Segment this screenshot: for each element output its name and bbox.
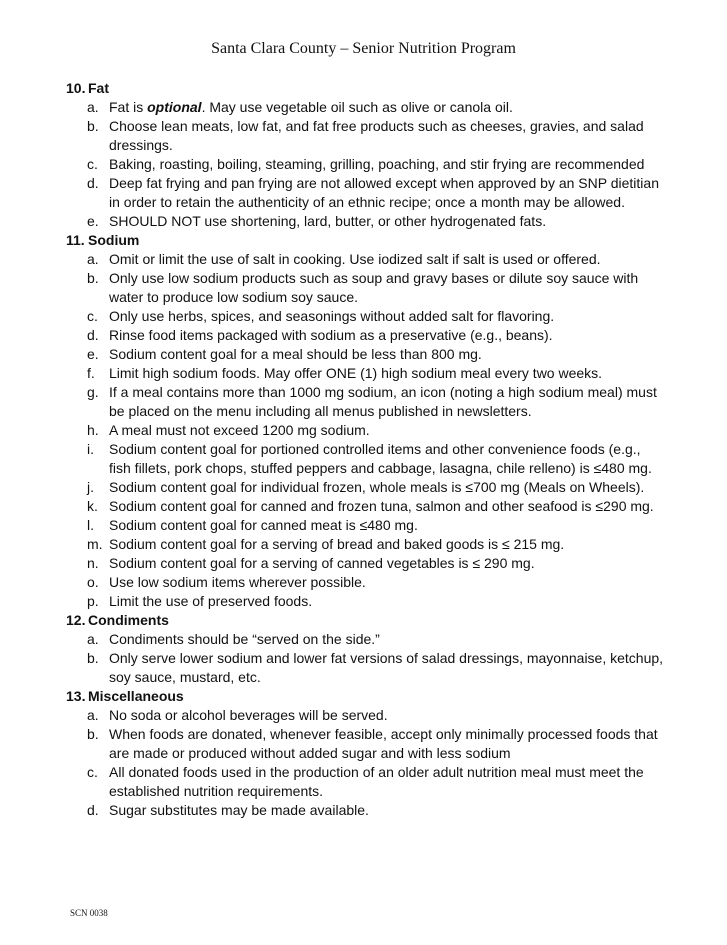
list-item — [66, 535, 666, 554]
item-text: Limit high sodium foods. May offer ONE (1) high sodium meal every two weeks. — [109, 365, 603, 381]
item-letter: c. — [87, 764, 98, 780]
section-heading — [66, 79, 666, 98]
list-item — [66, 649, 666, 687]
section-title: Miscellaneous — [88, 688, 184, 704]
footer-code: SCN 0038 — [70, 908, 108, 918]
item-letter: c. — [87, 308, 98, 324]
item-text: Sodium content goal for a serving of bread and baked goods is ≤ 215 mg. — [109, 536, 565, 552]
list-item — [66, 364, 666, 383]
item-letter: a. — [87, 99, 99, 115]
section-heading — [66, 687, 666, 706]
section-fat — [66, 79, 666, 231]
item-text: Only serve lower sodium and lower fat versions of salad dressings, mayonnaise, ketchup, soy sauce, mustard, etc. — [109, 650, 664, 685]
item-text: Baking, roasting, boiling, steaming, grilling, poaching, and stir frying are recommended — [109, 156, 645, 172]
item-letter: a. — [87, 631, 99, 647]
item-text: Omit or limit the use of salt in cooking. Use iodized salt if salt is used or offered. — [109, 251, 601, 267]
list-item — [66, 250, 666, 269]
item-letter: k. — [87, 498, 98, 514]
section-heading — [66, 611, 666, 630]
list-item — [66, 174, 666, 212]
item-text: A meal must not exceed 1200 mg sodium. — [109, 422, 370, 438]
item-text: Sodium content goal for a serving of canned vegetables is ≤ 290 mg. — [109, 555, 535, 571]
item-text: Condiments should be “served on the side.” — [109, 631, 380, 647]
list-item — [66, 98, 666, 117]
item-letter: d. — [87, 327, 99, 343]
item-letter: m. — [87, 536, 103, 552]
item-letter: g. — [87, 384, 99, 400]
item-text: When foods are donated, whenever feasible, accept only minimally processed foods that are made or produced without added sugar and with less sodium — [109, 726, 658, 761]
item-letter: b. — [87, 726, 99, 742]
list-item — [66, 573, 666, 592]
item-text: Sodium content goal for canned meat is ≤480 mg. — [109, 517, 418, 533]
page-title: Santa Clara County – Senior Nutrition Program — [211, 40, 516, 57]
item-text: Deep fat frying and pan frying are not allowed except when approved by an SNP dietitian in order to retain the authenticity of an ethnic recipe; once a month may be allowed. — [109, 175, 659, 210]
list-item — [66, 592, 666, 611]
list-item — [66, 345, 666, 364]
item-text: Choose lean meats, low fat, and fat free products such as cheeses, gravies, and salad dressings. — [109, 118, 644, 153]
item-text: If a meal contains more than 1000 mg sodium, an icon (noting a high sodium meal) must be placed on the menu including all menus published in newsletters. — [109, 384, 657, 419]
item-letter: c. — [87, 156, 98, 172]
section-title: Sodium — [88, 232, 140, 248]
section-heading — [66, 231, 666, 250]
item-letter: i. — [87, 441, 94, 457]
list-item — [66, 706, 666, 725]
item-letter: e. — [87, 213, 99, 229]
section-sodium — [66, 231, 666, 611]
section-number: 11. — [66, 232, 85, 248]
list-item — [66, 554, 666, 573]
list-item — [66, 630, 666, 649]
section-number: 10. — [66, 80, 86, 96]
section-number: 13. — [66, 688, 86, 704]
item-letter: a. — [87, 707, 99, 723]
list-item — [66, 326, 666, 345]
item-letter: a. — [87, 251, 99, 267]
list-item — [66, 763, 666, 801]
item-letter: j. — [87, 479, 94, 495]
item-text: Sodium content goal for individual frozen, whole meals is ≤700 mg (Meals on Wheels). — [109, 479, 645, 495]
list-item — [66, 440, 666, 478]
item-text: Limit the use of preserved foods. — [109, 593, 313, 609]
list-item — [66, 383, 666, 421]
item-letter: o. — [87, 574, 99, 590]
item-letter: b. — [87, 118, 99, 134]
item-text-part: . May use vegetable oil such as olive or canola oil. — [201, 99, 513, 115]
item-text: Only use herbs, spices, and seasonings without added salt for flavoring. — [109, 308, 555, 324]
list-item — [66, 212, 666, 231]
list-item — [66, 155, 666, 174]
item-letter: n. — [87, 555, 99, 571]
item-letter: h. — [87, 422, 99, 438]
section-miscellaneous — [66, 687, 666, 820]
item-text: Only use low sodium products such as soup and gravy bases or dilute soy sauce with water to produce low sodium soy sauce. — [109, 270, 639, 305]
item-text: SHOULD NOT use shortening, lard, butter, or other hydrogenated fats. — [109, 213, 547, 229]
item-letter: d. — [87, 175, 99, 191]
document-body — [66, 79, 666, 820]
list-item — [66, 117, 666, 155]
list-item — [66, 269, 666, 307]
list-item — [66, 478, 666, 497]
section-title: Fat — [88, 80, 109, 96]
item-text: No soda or alcohol beverages will be served. — [109, 707, 388, 723]
section-number: 12. — [66, 612, 86, 628]
item-text-part: Fat is — [109, 99, 148, 115]
item-text: All donated foods used in the production of an older adult nutrition meal must meet the established nutrition requirements. — [109, 764, 644, 799]
item-letter: f. — [87, 365, 95, 381]
item-text: Use low sodium items wherever possible. — [109, 574, 366, 590]
list-item — [66, 801, 666, 820]
item-letter: b. — [87, 650, 99, 666]
item-text: Sugar substitutes may be made available. — [109, 802, 369, 818]
item-letter: e. — [87, 346, 99, 362]
item-letter: b. — [87, 270, 99, 286]
list-item — [66, 421, 666, 440]
item-letter: p. — [87, 593, 99, 609]
item-text: Rinse food items packaged with sodium as a preservative (e.g., beans). — [109, 327, 553, 343]
list-item — [66, 497, 666, 516]
list-item — [66, 307, 666, 326]
section-title: Condiments — [88, 612, 169, 628]
item-text: Sodium content goal for a meal should be less than 800 mg. — [109, 346, 482, 362]
list-item — [66, 725, 666, 763]
item-text: Sodium content goal for portioned controlled items and other convenience foods (e.g., fish fillets, pork chops, stuffed peppers and cabbage, lasagna, chile relleno) is ≤480 mg. — [109, 441, 652, 476]
item-emphasis: optional — [147, 99, 202, 115]
item-text: Sodium content goal for canned and frozen tuna, salmon and other seafood is ≤290 mg. — [109, 498, 654, 514]
item-letter: l. — [87, 517, 94, 533]
section-condiments — [66, 611, 666, 687]
list-item — [66, 516, 666, 535]
item-letter: d. — [87, 802, 99, 818]
item-text — [109, 99, 513, 115]
